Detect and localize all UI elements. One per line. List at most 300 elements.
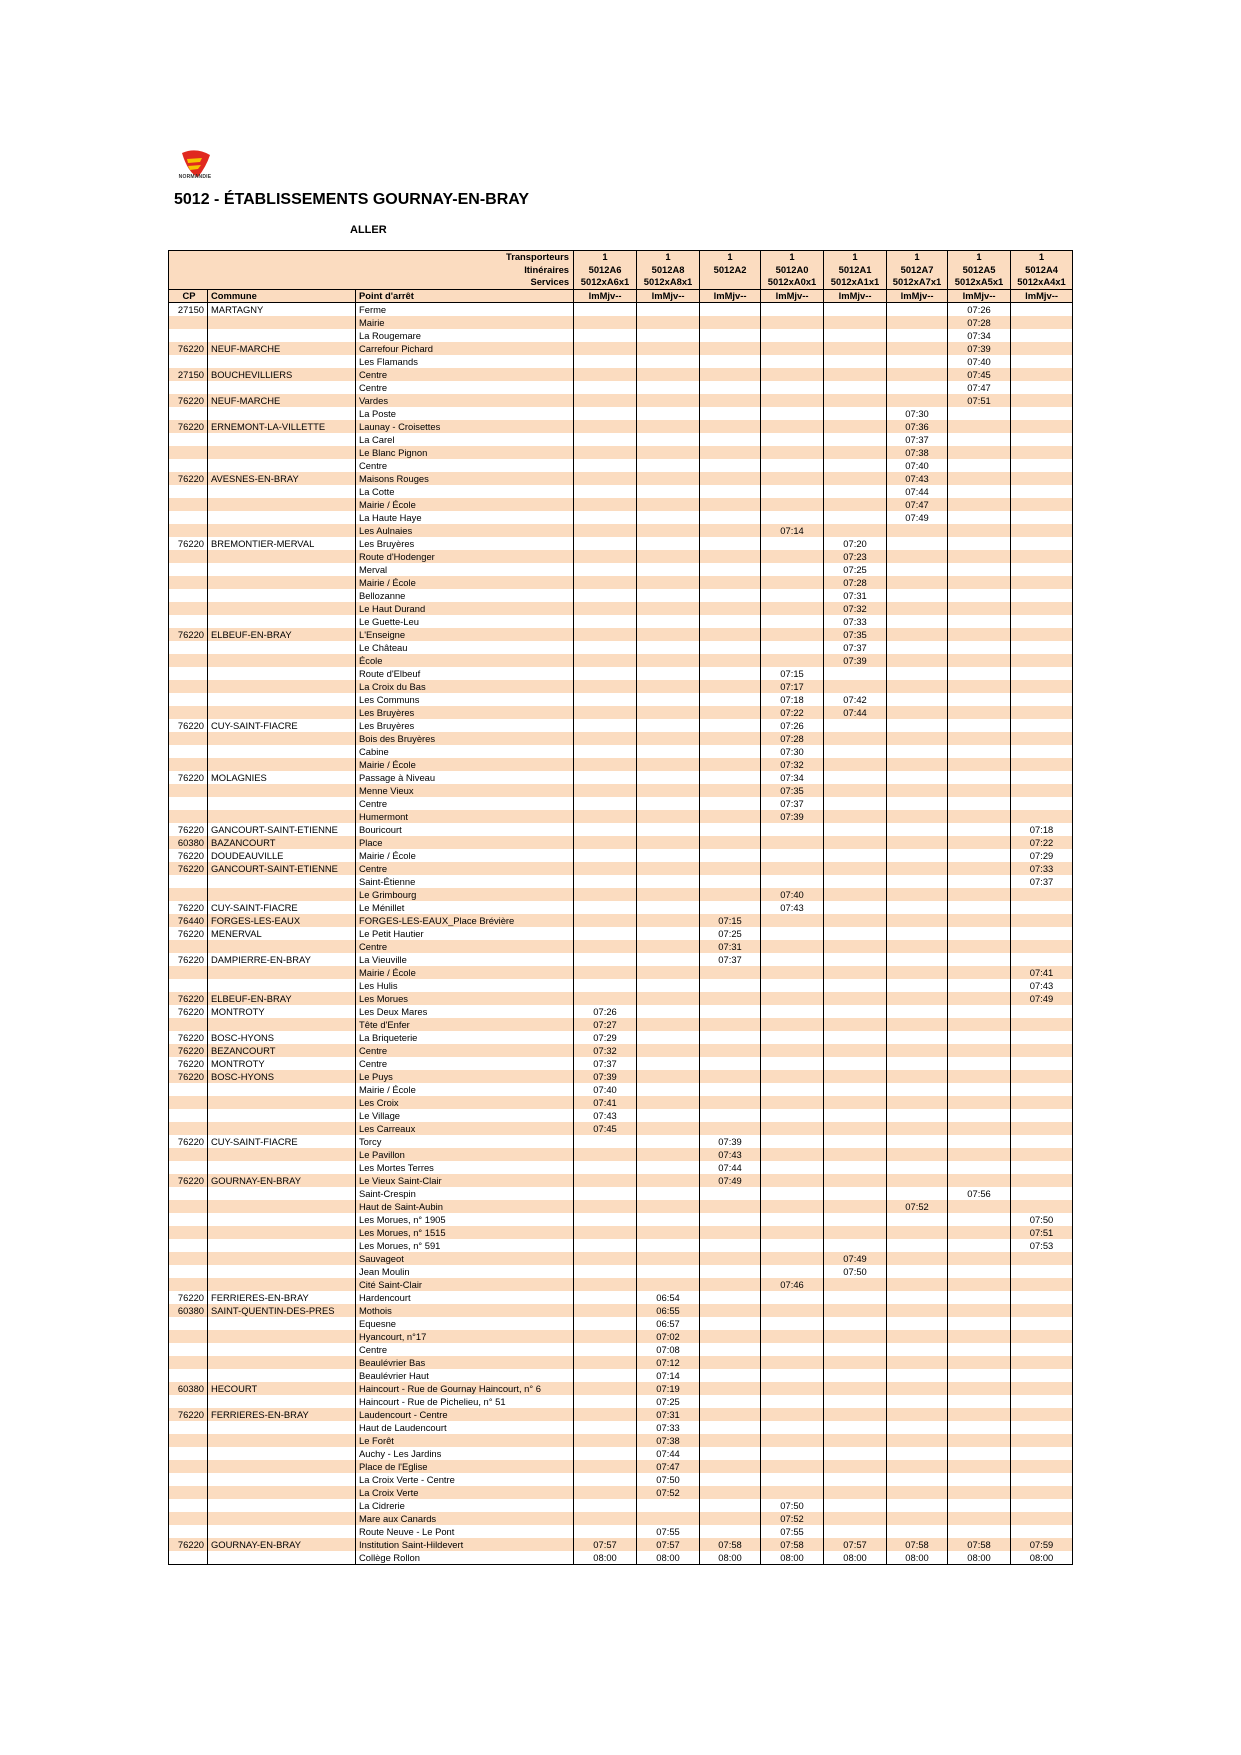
- cell-time: [574, 1278, 637, 1291]
- table-row: [169, 1148, 1073, 1161]
- cell-time: [824, 1096, 887, 1109]
- cell-time: [1011, 1421, 1073, 1434]
- cell-time: 07:50: [1011, 1213, 1073, 1226]
- cell-time: 07:58: [700, 1538, 761, 1551]
- cell-time: [761, 1044, 824, 1057]
- cell-time: 07:44: [700, 1161, 761, 1174]
- cell-time: [700, 875, 761, 888]
- cell-time: [948, 563, 1011, 576]
- cell-cp: [169, 1460, 208, 1473]
- cell-cp: [169, 758, 208, 771]
- cell-time: 07:37: [887, 433, 948, 446]
- cell-point: Les Aulnaies: [356, 524, 574, 537]
- cell-time: [948, 511, 1011, 524]
- cell-time: [637, 771, 700, 784]
- cell-time: [700, 1408, 761, 1421]
- cell-time: 07:49: [700, 1174, 761, 1187]
- cell-time: [1011, 719, 1073, 732]
- cell-time: [700, 1083, 761, 1096]
- cell-time: [574, 641, 637, 654]
- table-row: [169, 1018, 1073, 1031]
- cell-time: [824, 459, 887, 472]
- cell-time: [637, 693, 700, 706]
- cell-cp: [169, 1421, 208, 1434]
- cell-time: [1011, 797, 1073, 810]
- cell-time: [761, 1408, 824, 1421]
- cell-time: [761, 1265, 824, 1278]
- cell-time: [637, 654, 700, 667]
- cell-time: [637, 680, 700, 693]
- cell-time: [887, 953, 948, 966]
- cell-time: [948, 1213, 1011, 1226]
- cell-time: [637, 342, 700, 355]
- cell-time: [637, 1122, 700, 1135]
- cell-time: [637, 329, 700, 342]
- cell-point: La Poste: [356, 407, 574, 420]
- cell-time: [1011, 550, 1073, 563]
- cell-time: [1011, 914, 1073, 927]
- cell-time: [637, 862, 700, 875]
- cell-time: [887, 615, 948, 628]
- cell-time: [574, 1265, 637, 1278]
- cell-time: 07:49: [887, 511, 948, 524]
- cell-time: [887, 836, 948, 849]
- service-days: lmMjv--: [1011, 289, 1073, 303]
- cell-point: Mairie / École: [356, 576, 574, 589]
- cell-time: [574, 1499, 637, 1512]
- table-row: [169, 771, 1073, 784]
- cell-time: [824, 927, 887, 940]
- cell-cp: [169, 745, 208, 758]
- cell-time: [887, 1382, 948, 1395]
- cell-time: [1011, 927, 1073, 940]
- cell-time: [824, 1486, 887, 1499]
- table-row: [169, 1135, 1073, 1148]
- cell-time: 07:46: [761, 1278, 824, 1291]
- cell-time: [700, 1369, 761, 1382]
- cell-commune: [208, 498, 356, 511]
- cell-time: 07:40: [574, 1083, 637, 1096]
- cell-time: [887, 1213, 948, 1226]
- cell-time: [700, 498, 761, 511]
- cell-time: 07:57: [637, 1538, 700, 1551]
- cell-commune: [208, 1551, 356, 1565]
- cell-time: [948, 1096, 1011, 1109]
- cell-time: [824, 758, 887, 771]
- cell-time: 07:15: [761, 667, 824, 680]
- cell-time: [761, 1291, 824, 1304]
- cell-time: 07:27: [574, 1018, 637, 1031]
- cell-time: [887, 758, 948, 771]
- cell-time: [700, 576, 761, 589]
- cell-time: [824, 1395, 887, 1408]
- cell-time: [948, 745, 1011, 758]
- cell-point: Place de l'Eglise: [356, 1460, 574, 1473]
- cell-time: [1011, 1369, 1073, 1382]
- cell-time: [761, 1252, 824, 1265]
- cell-time: [824, 667, 887, 680]
- cell-time: [824, 1044, 887, 1057]
- table-row: [169, 1421, 1073, 1434]
- service-days: lmMjv--: [637, 289, 700, 303]
- cell-cp: [169, 797, 208, 810]
- cell-time: [948, 1252, 1011, 1265]
- cell-time: [1011, 1278, 1073, 1291]
- cell-time: 07:58: [887, 1538, 948, 1551]
- cell-time: [1011, 537, 1073, 550]
- cell-commune: MONTROTY: [208, 1057, 356, 1070]
- cell-time: [948, 446, 1011, 459]
- cell-time: [887, 628, 948, 641]
- cell-time: [761, 368, 824, 381]
- cell-commune: NEUF-MARCHE: [208, 342, 356, 355]
- cell-time: [700, 1343, 761, 1356]
- cell-point: Le Vieux Saint-Clair: [356, 1174, 574, 1187]
- cell-time: [1011, 1252, 1073, 1265]
- cell-cp: [169, 641, 208, 654]
- cell-commune: [208, 1213, 356, 1226]
- cell-commune: [208, 940, 356, 953]
- cell-time: 07:26: [761, 719, 824, 732]
- cell-time: [824, 875, 887, 888]
- cell-point: Mothois: [356, 1304, 574, 1317]
- cell-time: [637, 1239, 700, 1252]
- cell-cp: 76220: [169, 394, 208, 407]
- cell-time: [574, 498, 637, 511]
- cell-cp: 76220: [169, 1174, 208, 1187]
- cell-time: [574, 706, 637, 719]
- cell-time: [948, 1265, 1011, 1278]
- table-row: [169, 1486, 1073, 1499]
- cell-time: [948, 459, 1011, 472]
- service-header: [948, 251, 1011, 290]
- cell-time: 07:45: [574, 1122, 637, 1135]
- cell-point: Le Ménillet: [356, 901, 574, 914]
- cell-time: [761, 1083, 824, 1096]
- cell-commune: DOUDEAUVILLE: [208, 849, 356, 862]
- cell-time: [1011, 1525, 1073, 1538]
- cell-point: Le Petit Hautier: [356, 927, 574, 940]
- cell-time: [574, 316, 637, 329]
- cell-time: [761, 511, 824, 524]
- cell-time: [887, 849, 948, 862]
- cell-time: [700, 1304, 761, 1317]
- cell-time: [1011, 784, 1073, 797]
- cell-time: [761, 1096, 824, 1109]
- cell-cp: [169, 1161, 208, 1174]
- cell-time: [948, 1382, 1011, 1395]
- cell-point: La Haute Haye: [356, 511, 574, 524]
- cell-point: Le Grimbourg: [356, 888, 574, 901]
- cell-point: Collège Rollon: [356, 1551, 574, 1565]
- cell-time: [700, 550, 761, 563]
- cell-cp: [169, 1499, 208, 1512]
- cell-time: 08:00: [637, 1551, 700, 1565]
- cell-time: 07:31: [824, 589, 887, 602]
- cell-time: [637, 1278, 700, 1291]
- service-transporteur: 1: [602, 251, 608, 262]
- cell-commune: [208, 459, 356, 472]
- cell-time: [761, 420, 824, 433]
- cell-time: [574, 615, 637, 628]
- cell-time: [824, 381, 887, 394]
- cell-time: [761, 563, 824, 576]
- cell-time: [700, 1057, 761, 1070]
- table-row: [169, 797, 1073, 810]
- cell-cp: 76220: [169, 1005, 208, 1018]
- cell-time: [887, 1187, 948, 1200]
- cell-time: [700, 1226, 761, 1239]
- cell-time: [1011, 1499, 1073, 1512]
- cell-time: [700, 797, 761, 810]
- cell-commune: [208, 1434, 356, 1447]
- cell-cp: 76220: [169, 1044, 208, 1057]
- cell-time: [948, 576, 1011, 589]
- cell-time: [948, 1408, 1011, 1421]
- cell-time: [948, 875, 1011, 888]
- cell-point: Le Puys: [356, 1070, 574, 1083]
- cell-time: [700, 693, 761, 706]
- cell-time: [761, 1369, 824, 1382]
- cell-time: [948, 1044, 1011, 1057]
- cell-commune: GANCOURT-SAINT-ETIENNE: [208, 862, 356, 875]
- cell-point: Centre: [356, 1044, 574, 1057]
- cell-time: 07:53: [1011, 1239, 1073, 1252]
- cell-point: La Briqueterie: [356, 1031, 574, 1044]
- cell-commune: ELBEUF-EN-BRAY: [208, 992, 356, 1005]
- cell-time: [887, 368, 948, 381]
- cell-time: [1011, 810, 1073, 823]
- cell-time: [761, 1330, 824, 1343]
- cell-cp: 76220: [169, 771, 208, 784]
- cell-point: Le Village: [356, 1109, 574, 1122]
- table-row: [169, 1174, 1073, 1187]
- cell-time: [574, 1421, 637, 1434]
- cell-time: [761, 407, 824, 420]
- cell-point: Ferme: [356, 303, 574, 317]
- cell-time: [574, 1135, 637, 1148]
- cell-time: [824, 1187, 887, 1200]
- cell-time: [948, 693, 1011, 706]
- cell-time: [700, 524, 761, 537]
- cell-time: [824, 836, 887, 849]
- cell-cp: [169, 1018, 208, 1031]
- cell-time: [637, 1044, 700, 1057]
- cell-commune: [208, 745, 356, 758]
- cell-time: [700, 1382, 761, 1395]
- cell-time: 07:45: [948, 368, 1011, 381]
- cell-commune: [208, 1512, 356, 1525]
- table-row: [169, 1252, 1073, 1265]
- cell-point: Route Neuve - Le Pont: [356, 1525, 574, 1538]
- cell-time: [574, 355, 637, 368]
- cell-time: [824, 745, 887, 758]
- cell-time: [887, 550, 948, 563]
- cell-cp: [169, 1252, 208, 1265]
- cell-time: [574, 589, 637, 602]
- cell-time: [637, 420, 700, 433]
- cell-cp: [169, 1265, 208, 1278]
- cell-time: [637, 1109, 700, 1122]
- cell-time: [824, 1525, 887, 1538]
- cell-time: [824, 407, 887, 420]
- cell-time: [1011, 316, 1073, 329]
- cell-time: [948, 1395, 1011, 1408]
- cell-cp: [169, 407, 208, 420]
- cell-time: [1011, 1356, 1073, 1369]
- cell-commune: [208, 1122, 356, 1135]
- cell-time: 07:44: [637, 1447, 700, 1460]
- cell-time: [761, 1382, 824, 1395]
- header-labels: [169, 251, 574, 290]
- table-row: [169, 862, 1073, 875]
- cell-point: Les Bruyères: [356, 537, 574, 550]
- cell-time: [1011, 940, 1073, 953]
- cell-commune: [208, 485, 356, 498]
- cell-commune: FERRIERES-EN-BRAY: [208, 1291, 356, 1304]
- cell-point: Cité Saint-Clair: [356, 1278, 574, 1291]
- cell-cp: [169, 1447, 208, 1460]
- cell-time: [948, 1499, 1011, 1512]
- table-row: [169, 1291, 1073, 1304]
- cell-time: 07:26: [948, 303, 1011, 317]
- cell-commune: [208, 1356, 356, 1369]
- cell-time: 07:43: [887, 472, 948, 485]
- cell-time: [824, 901, 887, 914]
- cell-commune: AVESNES-EN-BRAY: [208, 472, 356, 485]
- cell-time: [1011, 498, 1073, 511]
- cell-time: [824, 472, 887, 485]
- cell-cp: [169, 654, 208, 667]
- service-itineraire: 5012A8: [651, 263, 685, 275]
- cell-time: [574, 888, 637, 901]
- table-row: [169, 1109, 1073, 1122]
- table-row: [169, 901, 1073, 914]
- cell-time: [761, 1421, 824, 1434]
- cell-time: [1011, 1382, 1073, 1395]
- cell-time: [1011, 1005, 1073, 1018]
- cell-point: La Cidrerie: [356, 1499, 574, 1512]
- cell-point: Centre: [356, 862, 574, 875]
- cell-cp: 76220: [169, 1291, 208, 1304]
- cell-point: Mairie / École: [356, 758, 574, 771]
- cell-time: [1011, 641, 1073, 654]
- cell-time: [761, 953, 824, 966]
- cell-time: [824, 1369, 887, 1382]
- cell-time: [761, 394, 824, 407]
- cell-point: Laudencourt - Centre: [356, 1408, 574, 1421]
- cell-point: Les Flamands: [356, 355, 574, 368]
- cell-time: [761, 1200, 824, 1213]
- cell-time: 07:08: [637, 1343, 700, 1356]
- cell-commune: BREMONTIER-MERVAL: [208, 537, 356, 550]
- cell-time: [887, 823, 948, 836]
- cell-time: [761, 1070, 824, 1083]
- cell-time: [700, 1486, 761, 1499]
- cell-time: [948, 953, 1011, 966]
- cell-time: [700, 329, 761, 342]
- cell-time: [887, 602, 948, 615]
- cell-time: [574, 1486, 637, 1499]
- cell-time: [1011, 1434, 1073, 1447]
- cell-time: [637, 888, 700, 901]
- cell-time: [1011, 758, 1073, 771]
- cell-time: 07:18: [1011, 823, 1073, 836]
- cell-commune: [208, 1187, 356, 1200]
- cell-time: [1011, 407, 1073, 420]
- cell-time: [824, 719, 887, 732]
- cell-time: [948, 1174, 1011, 1187]
- cell-time: [948, 407, 1011, 420]
- cell-time: [700, 1031, 761, 1044]
- cell-time: [887, 875, 948, 888]
- service-days: lmMjv--: [700, 289, 761, 303]
- cell-time: [1011, 1096, 1073, 1109]
- cell-time: [1011, 1070, 1073, 1083]
- cell-time: [700, 316, 761, 329]
- cell-time: [948, 433, 1011, 446]
- cell-time: [1011, 1044, 1073, 1057]
- cell-commune: [208, 576, 356, 589]
- table-row: [169, 381, 1073, 394]
- cell-time: [1011, 511, 1073, 524]
- cell-time: [1011, 433, 1073, 446]
- cell-time: [574, 1330, 637, 1343]
- cell-point: Bouricourt: [356, 823, 574, 836]
- cell-cp: [169, 589, 208, 602]
- cell-time: 07:49: [824, 1252, 887, 1265]
- table-row: [169, 888, 1073, 901]
- table-row: [169, 641, 1073, 654]
- cell-point: Centre: [356, 1343, 574, 1356]
- cell-time: [948, 602, 1011, 615]
- cell-time: [824, 1408, 887, 1421]
- cell-time: [948, 628, 1011, 641]
- cell-time: [637, 1512, 700, 1525]
- cell-point: Haut de Saint-Aubin: [356, 1200, 574, 1213]
- cell-time: [700, 1278, 761, 1291]
- cell-time: [761, 1447, 824, 1460]
- cell-time: 07:29: [574, 1031, 637, 1044]
- cell-time: [574, 1447, 637, 1460]
- cell-time: [700, 1317, 761, 1330]
- table-row: [169, 589, 1073, 602]
- cell-time: [761, 1317, 824, 1330]
- cell-commune: [208, 1252, 356, 1265]
- cell-time: [700, 459, 761, 472]
- cell-time: [1011, 472, 1073, 485]
- cell-time: [824, 1213, 887, 1226]
- cell-commune: [208, 1161, 356, 1174]
- cell-time: [948, 1330, 1011, 1343]
- cell-time: [948, 1304, 1011, 1317]
- cell-time: [1011, 732, 1073, 745]
- cell-time: [700, 992, 761, 1005]
- cell-time: [700, 823, 761, 836]
- cell-time: 07:36: [887, 420, 948, 433]
- cell-cp: 76220: [169, 823, 208, 836]
- cell-time: [700, 1434, 761, 1447]
- table-row: [169, 459, 1073, 472]
- cell-time: [887, 862, 948, 875]
- cell-time: 07:28: [948, 316, 1011, 329]
- cell-cp: [169, 329, 208, 342]
- label-services: Services: [530, 276, 570, 287]
- cell-time: [1011, 1187, 1073, 1200]
- table-row: [169, 719, 1073, 732]
- cell-time: [887, 537, 948, 550]
- cell-time: [700, 1252, 761, 1265]
